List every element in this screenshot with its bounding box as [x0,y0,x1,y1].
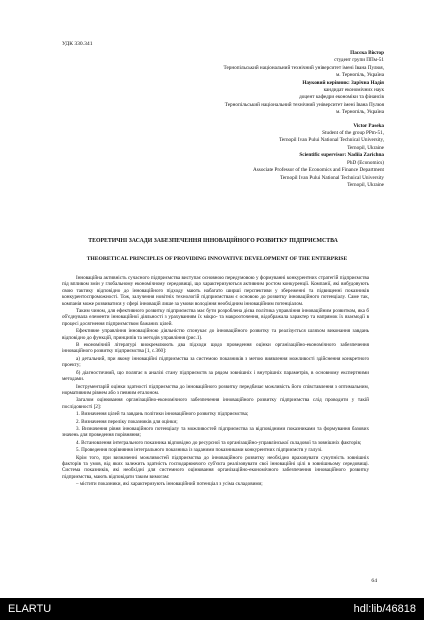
author-en-line: Ternopil Ivan Pului National Technical University, [279,137,384,144]
author-block [84,50,384,189]
author-block-english [84,123,384,190]
author-ua-line: Тернопільський національний технічний університет імені Івана Пулюя, [223,64,384,71]
author-ua-line: Тернопільський національний технічний університет імені Івана Пулюя [224,101,384,108]
author-ua-line: кандидат економічних наук [323,87,384,94]
udk-code: УДК 330.341 [62,41,93,47]
body-paragraph: а) детальний, при якому інноваційні підприємства за системою показників з метою виявлення можливості здійснення конкретного проекту; [62,355,369,369]
body-paragraph: 2. Визначення переліку показників для оцінки; [76,418,178,425]
body-paragraph: Таким чином, для ефективного розвитку підприємства має бути розроблена дієва політика управління інноваційним розвитком, яка б об'єднувала елементи інноваційної діяльності з урахуванням їх мікро- та макрооточення, відображала характер та напрямок їх взаємодії в процесі досягнення підприємством бажаних цілей. [62,308,369,327]
author-ua-line: м. Тернопіль, Україна [335,109,384,116]
body-paragraph: Загалом оцінювання організаційно-економічного забезпечення інноваційного розвитку підприємства слід проводити у такій послідовності [2]: [62,397,369,410]
author-en-line: Student of the group PPm-51, [322,130,384,137]
author-ua-line: Пасєка Віктор [350,50,384,56]
author-ua-line: Науковий керівник: Зарічна Надія [302,79,384,86]
body-paragraph: Інструментарій оцінки здатності підприємства до інноваційного розвитку передбачає можливість його співставлення з оптимальним, нормативним рівнем або з певним еталоном. [62,383,369,396]
author-block-ukrainian [84,50,384,117]
article-title-ukrainian: ТЕОРЕТИЧНІ ЗАСАДИ ЗАБЕЗПЕЧЕННЯ ІННОВАЦІЙНОГО РОЗВИТКУ ПІДПРИЄМСТВА [88,238,338,244]
body-paragraph: Ефективне управління інноваційною діяльністю спонукає до інноваційного розвитку та реалізується шляхом виконання завдань відповідно до функцій, принципів та методів управління (рис.1). [62,328,369,341]
body-paragraph: В економічній літературі виокремлюють два підходи щодо проведення оцінки організаційно-економічного забезпечення інноваційного розвитку підприємства [1, с.360]: [62,342,369,355]
author-en-line: Ternopil, Ukraine [347,181,384,188]
body-paragraph: 5. Проведення порівняння інтегрального показника із заданими показниками конкурентних підприємств у галузі. [76,447,323,454]
footer-repository-name: ELARTU [8,603,52,615]
article-body [62,275,369,489]
author-en-line: Victor Paseka [353,122,384,129]
body-paragraph: Крім того, при визначенні можливостей підприємства до інноваційного розвитку необхідно враховувати сукупність зовнішніх факторів та умов, від яких залежить здатність господарюючого суб'єкта реалізовувати свої інноваційні цілі в зовнішньому середовищі. Система показників, які необхідні для системного оцінювання організаційно-економічного забезпечення інноваційного розвитку підприємства, мають відповідати таким вимогам: [62,454,369,480]
author-en-line: Associate Professor of the Economics and Finance Department [253,167,384,174]
footer-handle[interactable]: hdl:lib/46818 [353,603,416,615]
article-title-english: THEORETICAL PRINCIPLES OF PROVIDING INNOVATIVE DEVELOPMENT OF THE ENTERPRISE [86,256,348,262]
footer-bar [0,598,424,620]
body-paragraph: 3. Визначення рівня інноваційного потенціалу та можливостей підприємства за відповідними показниками та формування базових значень для проведення порівняння; [62,425,369,439]
body-paragraph: Інноваційна активність сучасного підприємства виступає основною передумовою у формуванні конкурентних стратегій підприємства під впливом змін у глобальному економічному середовищі, що характеризуються активним ростом конкуренції. Компанії, які вибудовують свою тактику відповідно до інноваційного підходу мають набагато ширші перспективи у збереженні та підвищенні показників конкурентоспроможності. Тож, залучення новітніх технологій підприємствам є основою до розвитку інноваційного потенціалу. Саме так, компанія може розвиватися у сфері інновацій лише за умови володіння необхідним інноваційним потенціалом. [62,275,369,307]
author-ua-line: доцент кафедри економіки та фінансів [299,94,384,101]
author-ua-line: м. Тернопіль, Україна [335,72,384,79]
body-paragraph: б) діагностичний, що полягає в аналізі стану підприємств за рядом зовнішніх і внутрішніх параметрів, в основному експертними методами. [62,369,369,383]
body-paragraph: 4. Встановлення інтегрального показника відповідно до ресурсної та організаційно-управлінської складової та зовнішніх факторів; [76,439,362,446]
body-paragraph: – містити показники, які характеризують інноваційний потенціал з усіма складовими; [76,481,263,488]
author-en-line: PhD (Economics) [346,159,384,166]
author-en-line: Ternopil Ivan Pului National Technical University [280,174,384,181]
author-en-line: Ternopil, Ukraine [347,144,384,151]
author-en-line: Scientific supervisor: Nadiia Zarichna [299,152,384,159]
page-number: 64 [371,578,377,584]
author-ua-line: студент групи ППм-51 [334,57,384,64]
body-paragraph: 1. Визначення цілей та завдань політики інноваційного розвитку підприємства; [76,411,249,418]
